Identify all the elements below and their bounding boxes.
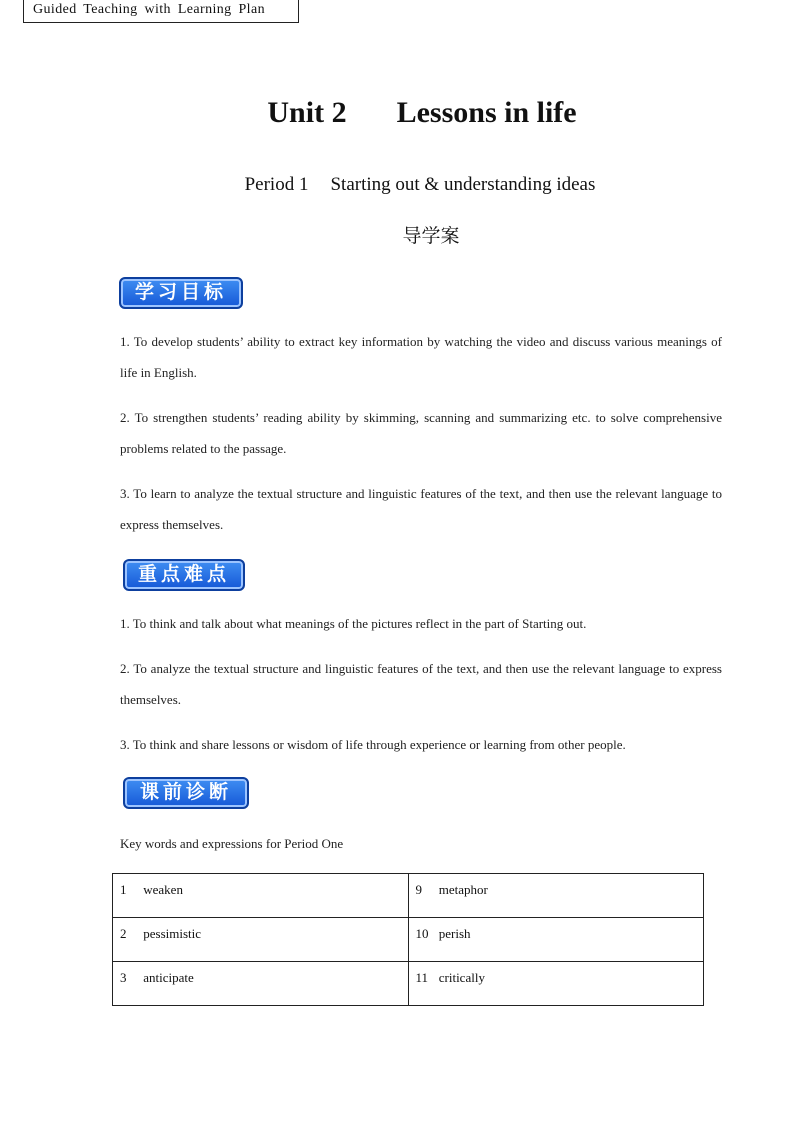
key-point-item: 1. To think and talk about what meanings of the pictures reflect in the part of Starting out. (120, 616, 587, 631)
unit-label: Unit 2 (267, 96, 347, 129)
vocabulary-table (112, 873, 704, 1006)
objectives-badge: 学习目标 (119, 277, 243, 309)
vocab-word: anticipate (143, 970, 194, 985)
period-topic: Starting out & understanding ideas (330, 174, 596, 195)
vocab-word: perish (438, 926, 471, 941)
document-type: 导学案 (402, 225, 460, 247)
vocabulary-intro: Key words and expressions for Period One (120, 836, 344, 851)
page-title (0, 96, 794, 130)
vocab-word: pessimistic (143, 926, 202, 941)
item-number: 1 (120, 882, 127, 897)
vocab-word: weaken (143, 882, 183, 897)
item-number: 10 (415, 926, 429, 941)
header-label-box: Guided Teaching with Learning Plan (23, 0, 299, 23)
page-subtitle (0, 174, 794, 196)
table-cell (113, 918, 409, 962)
vocab-word: critically (438, 970, 485, 985)
table-cell (408, 874, 704, 918)
objective-item: 3. To learn to analyze the textual structure and linguistic features of the text, and then use the relevant language to express themselves. (120, 486, 722, 532)
unit-name: Lessons in life (396, 96, 577, 129)
table-cell (408, 962, 704, 1006)
key-point-item: 3. To think and share lessons or wisdom of life through experience or learning from other people. (120, 737, 626, 752)
diagnosis-badge: 课前诊断 (123, 777, 249, 809)
table-cell (113, 962, 409, 1006)
objective-item: 2. To strengthen students’ reading ability by skimming, scanning and summarizing etc. to solve comprehensive problems related to the passage. (120, 410, 722, 456)
item-number: 3 (120, 970, 127, 985)
table-row (113, 918, 704, 962)
vocab-word: metaphor (438, 882, 488, 897)
item-number: 9 (415, 882, 422, 897)
table-row (113, 874, 704, 918)
item-number: 2 (120, 926, 127, 941)
table-cell (113, 874, 409, 918)
objective-item: 1. To develop students’ ability to extract key information by watching the video and discuss various meanings of life in English. (120, 334, 722, 380)
table-cell (408, 918, 704, 962)
key-points-badge: 重点难点 (123, 559, 245, 591)
key-point-item: 2. To analyze the textual structure and linguistic features of the text, and then use the relevant language to express themselves. (120, 661, 722, 707)
item-number: 11 (415, 970, 429, 985)
period-label: Period 1 (244, 174, 309, 195)
table-row (113, 962, 704, 1006)
